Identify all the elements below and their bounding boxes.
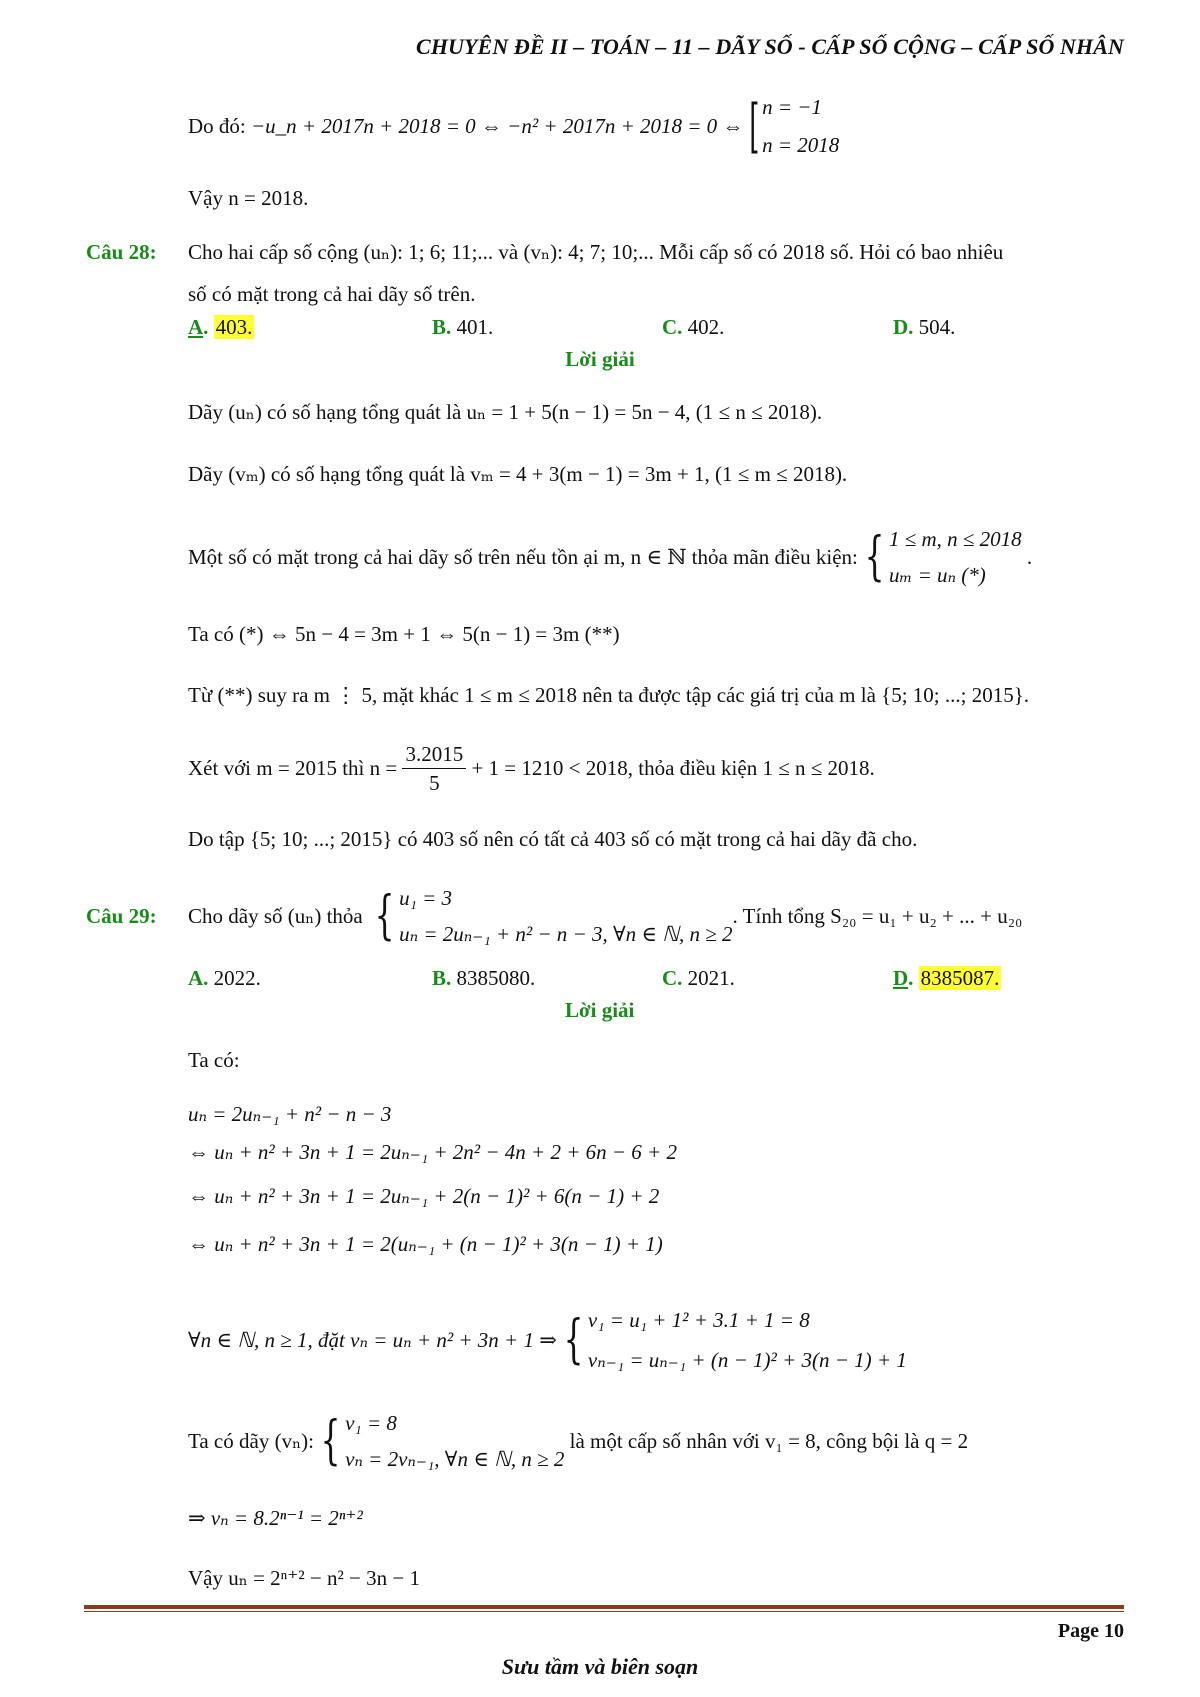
q28-s6-post: + 1 = 1210 < 2018, thỏa điều kiện 1 ≤ n ≤ 2018. [471, 756, 875, 780]
q29-vn-formula: ⇒ vₙ = 8.2ⁿ⁻¹ = 2ⁿ⁺² [188, 1506, 363, 1530]
q29-system: { u₁ = 3 uₙ = 2uₙ₋₁ + n² − n − 3, ∀n ∈ ℕ, n ≥ 2 [368, 880, 733, 952]
q28-condition-system: { 1 ≤ m, n ≤ 2018 uₘ = uₙ (*) [858, 521, 1022, 593]
q29-solution-title: Lời giải [565, 998, 635, 1022]
prev-case-1: n = −1 [762, 95, 822, 119]
q29-derivation-2: ⇔ uₙ + n² + 3n + 1 = 2uₙ₋₁ + 2n² − 4n + 2 + 6n − 6 + 2 [188, 1140, 677, 1164]
q28-s6-pre: Xét với m = 2015 thì n = [188, 756, 398, 780]
q28-option-c [662, 315, 724, 340]
prev-equation: −u_n + 2017n + 2018 = 0 ⇔ −n² + 2017n + 2018 = 0 ⇔ [251, 113, 744, 138]
q28-label: Câu 28: [86, 240, 157, 264]
q28-fraction-den: 5 [429, 771, 440, 795]
q29-option-c [662, 966, 735, 991]
q28-condition-2: uₘ = uₙ (*) [888, 563, 986, 587]
prev-equation-line [188, 88, 839, 164]
q29-option-d: D. 8385087. [893, 966, 1000, 990]
q28-option-b [432, 315, 493, 340]
q29-dat-pre: ∀n ∈ ℕ, n ≥ 1, đặt vₙ = uₙ + n² + 3n + 1 ⇒ [188, 1327, 557, 1352]
q28-option-a: A. 403. [188, 315, 253, 339]
q28-option-d-value: 504. [918, 315, 956, 339]
q29-option-a-value: 2022. [213, 966, 261, 990]
q28-option-b-letter: B. [432, 315, 452, 339]
q28-solution-line-5: Từ (**) suy ra m ⋮ 5, mặt khác 1 ≤ m ≤ 2018 nên ta được tập các giá trị của m là {5; 10; ...; 2015}. [188, 683, 1030, 707]
q29-geometric [188, 1405, 968, 1477]
q28-fraction-num: 3.2015 [402, 740, 466, 769]
q28-option-a-letter: A [188, 315, 204, 339]
footer-rule [84, 1605, 1124, 1609]
q29-option-a [188, 966, 261, 991]
q28-solution-title: Lời giải [565, 347, 635, 371]
q28-text-1: Cho hai cấp số cộng (uₙ): 1; 6; 11;... và (vₙ): 4; 7; 10;... Mỗi cấp số có 2018 số. Hỏi có bao nhiêu [188, 240, 1004, 264]
q28-solution-line-2: Dãy (vₘ) có số hạng tổng quát là vₘ = 4 + 3(m − 1) = 3m + 1, (1 ≤ m ≤ 2018). [188, 462, 848, 486]
q29-pre: Cho dãy số (uₙ) thỏa [188, 903, 363, 928]
q28-option-d-letter: D. [893, 315, 914, 339]
q29-option-a-letter: A. [188, 966, 209, 990]
q28-solution-line-1: Dãy (uₙ) có số hạng tổng quát là uₙ = 1 + 5(n − 1) = 5n − 4, (1 ≤ n ≤ 2018). [188, 400, 823, 424]
q28-solution-line-6 [188, 740, 875, 797]
page-footer: Sưu tầm và biên soạn [501, 1654, 699, 1679]
page-header: CHUYÊN ĐỀ II – TOÁN – 11 – DÃY SỐ - CẤP SỐ CỘNG – CẤP SỐ NHÂN [416, 34, 1124, 59]
q29-post: . Tính tổng S₂₀ = u₁ + u₂ + ... + u₂₀ [732, 903, 1023, 928]
q29-conclusion: Vậy uₙ = 2ⁿ⁺² − n² − 3n − 1 [188, 1566, 420, 1590]
q29-cond-1: u₁ = 3 [399, 886, 453, 910]
q29-stem [86, 880, 1022, 952]
q29-option-d-letter: D [893, 966, 909, 990]
q29-derivation-3: ⇔ uₙ + n² + 3n + 1 = 2uₙ₋₁ + 2(n − 1)² + 6(n − 1) + 2 [188, 1184, 660, 1208]
footer-rule-thin [84, 1611, 1124, 1612]
q29-derivation-1: uₙ = 2uₙ₋₁ + n² − n − 3 [188, 1102, 392, 1126]
page-number: Page 10 [1057, 1620, 1124, 1642]
q29-vn-1: v₁ = 8 [345, 1411, 397, 1435]
q29-option-b [432, 966, 535, 991]
q29-dat-1: v₁ = u₁ + 1² + 3.1 + 1 = 8 [587, 1308, 810, 1332]
q28-condition-1: 1 ≤ m, n ≤ 2018 [888, 527, 1022, 551]
q28-text-2: số có mặt trong cả hai dãy số trên. [188, 282, 476, 306]
q29-option-b-letter: B. [432, 966, 452, 990]
q29-cond-2: uₙ = 2uₙ₋₁ + n² − n − 3, ∀n ∈ ℕ, n ≥ 2 [399, 922, 733, 946]
q29-option-b-value: 8385080. [456, 966, 536, 990]
prev-conclusion: Vậy n = 2018. [188, 186, 309, 210]
q28-solution-line-4: Ta có (*) ⇔ 5n − 4 = 3m + 1 ⇔ 5(n − 1) = 3m (**) [188, 622, 620, 646]
q29-derivation-4: ⇔ uₙ + n² + 3n + 1 = 2(uₙ₋₁ + (n − 1)² + 3(n − 1) + 1) [188, 1232, 663, 1256]
q29-option-d-value: 8385087. [920, 966, 1000, 990]
q29-vn-post: là một cấp số nhân với v₁ = 8, công bội là q = 2 [569, 1428, 969, 1453]
q29-vn-2: vₙ = 2vₙ₋₁, ∀n ∈ ℕ, n ≥ 2 [345, 1447, 565, 1471]
q29-option-c-letter: C. [662, 966, 683, 990]
q29-dat-system: { v₁ = u₁ + 1² + 3.1 + 1 = 8 vₙ₋₁ = uₙ₋₁ + (n − 1)² + 3(n − 1) + 1 [557, 1300, 907, 1380]
q28-solution-line-7: Do tập {5; 10; ...; 2015} có 403 số nên có tất cả 403 số có mặt trong cả hai dãy đã cho. [188, 827, 918, 851]
q28-option-c-value: 402. [687, 315, 725, 339]
q29-vn-pre: Ta có dãy (vₙ): [188, 1428, 314, 1453]
q28-fraction [402, 740, 466, 797]
q29-label: Câu 29: [86, 903, 157, 928]
q28-condition-text: Một số có mặt trong cả hai dãy số trên nếu tồn ại m, n ∈ ℕ thỏa mãn điều kiện: [188, 544, 858, 569]
prev-case-2: n = 2018 [762, 133, 840, 157]
q28-option-a-value: 403. [215, 315, 253, 339]
q29-option-c-value: 2021. [687, 966, 735, 990]
q28-option-c-letter: C. [662, 315, 683, 339]
q28-option-d [893, 315, 955, 340]
prev-do-do: Do đó: [188, 113, 246, 138]
q29-dat-2: vₙ₋₁ = uₙ₋₁ + (n − 1)² + 3(n − 1) + 1 [587, 1348, 907, 1372]
q28-option-b-value: 401. [456, 315, 494, 339]
q29-taco: Ta có: [188, 1048, 240, 1072]
q29-vn-system: { v₁ = 8 vₙ = 2vₙ₋₁, ∀n ∈ ℕ, n ≥ 2 [314, 1405, 564, 1477]
prev-case-bracket: [ n = −1 n = 2018 [743, 88, 839, 164]
q29-substitution [188, 1300, 907, 1380]
q28-condition-line: Một số có mặt trong cả hai dãy số trên nếu tồn ại m, n ∈ ℕ thỏa mãn điều kiện: { 1 ≤ m, n ≤ 2018 uₘ = uₙ (*) . [188, 521, 1032, 593]
